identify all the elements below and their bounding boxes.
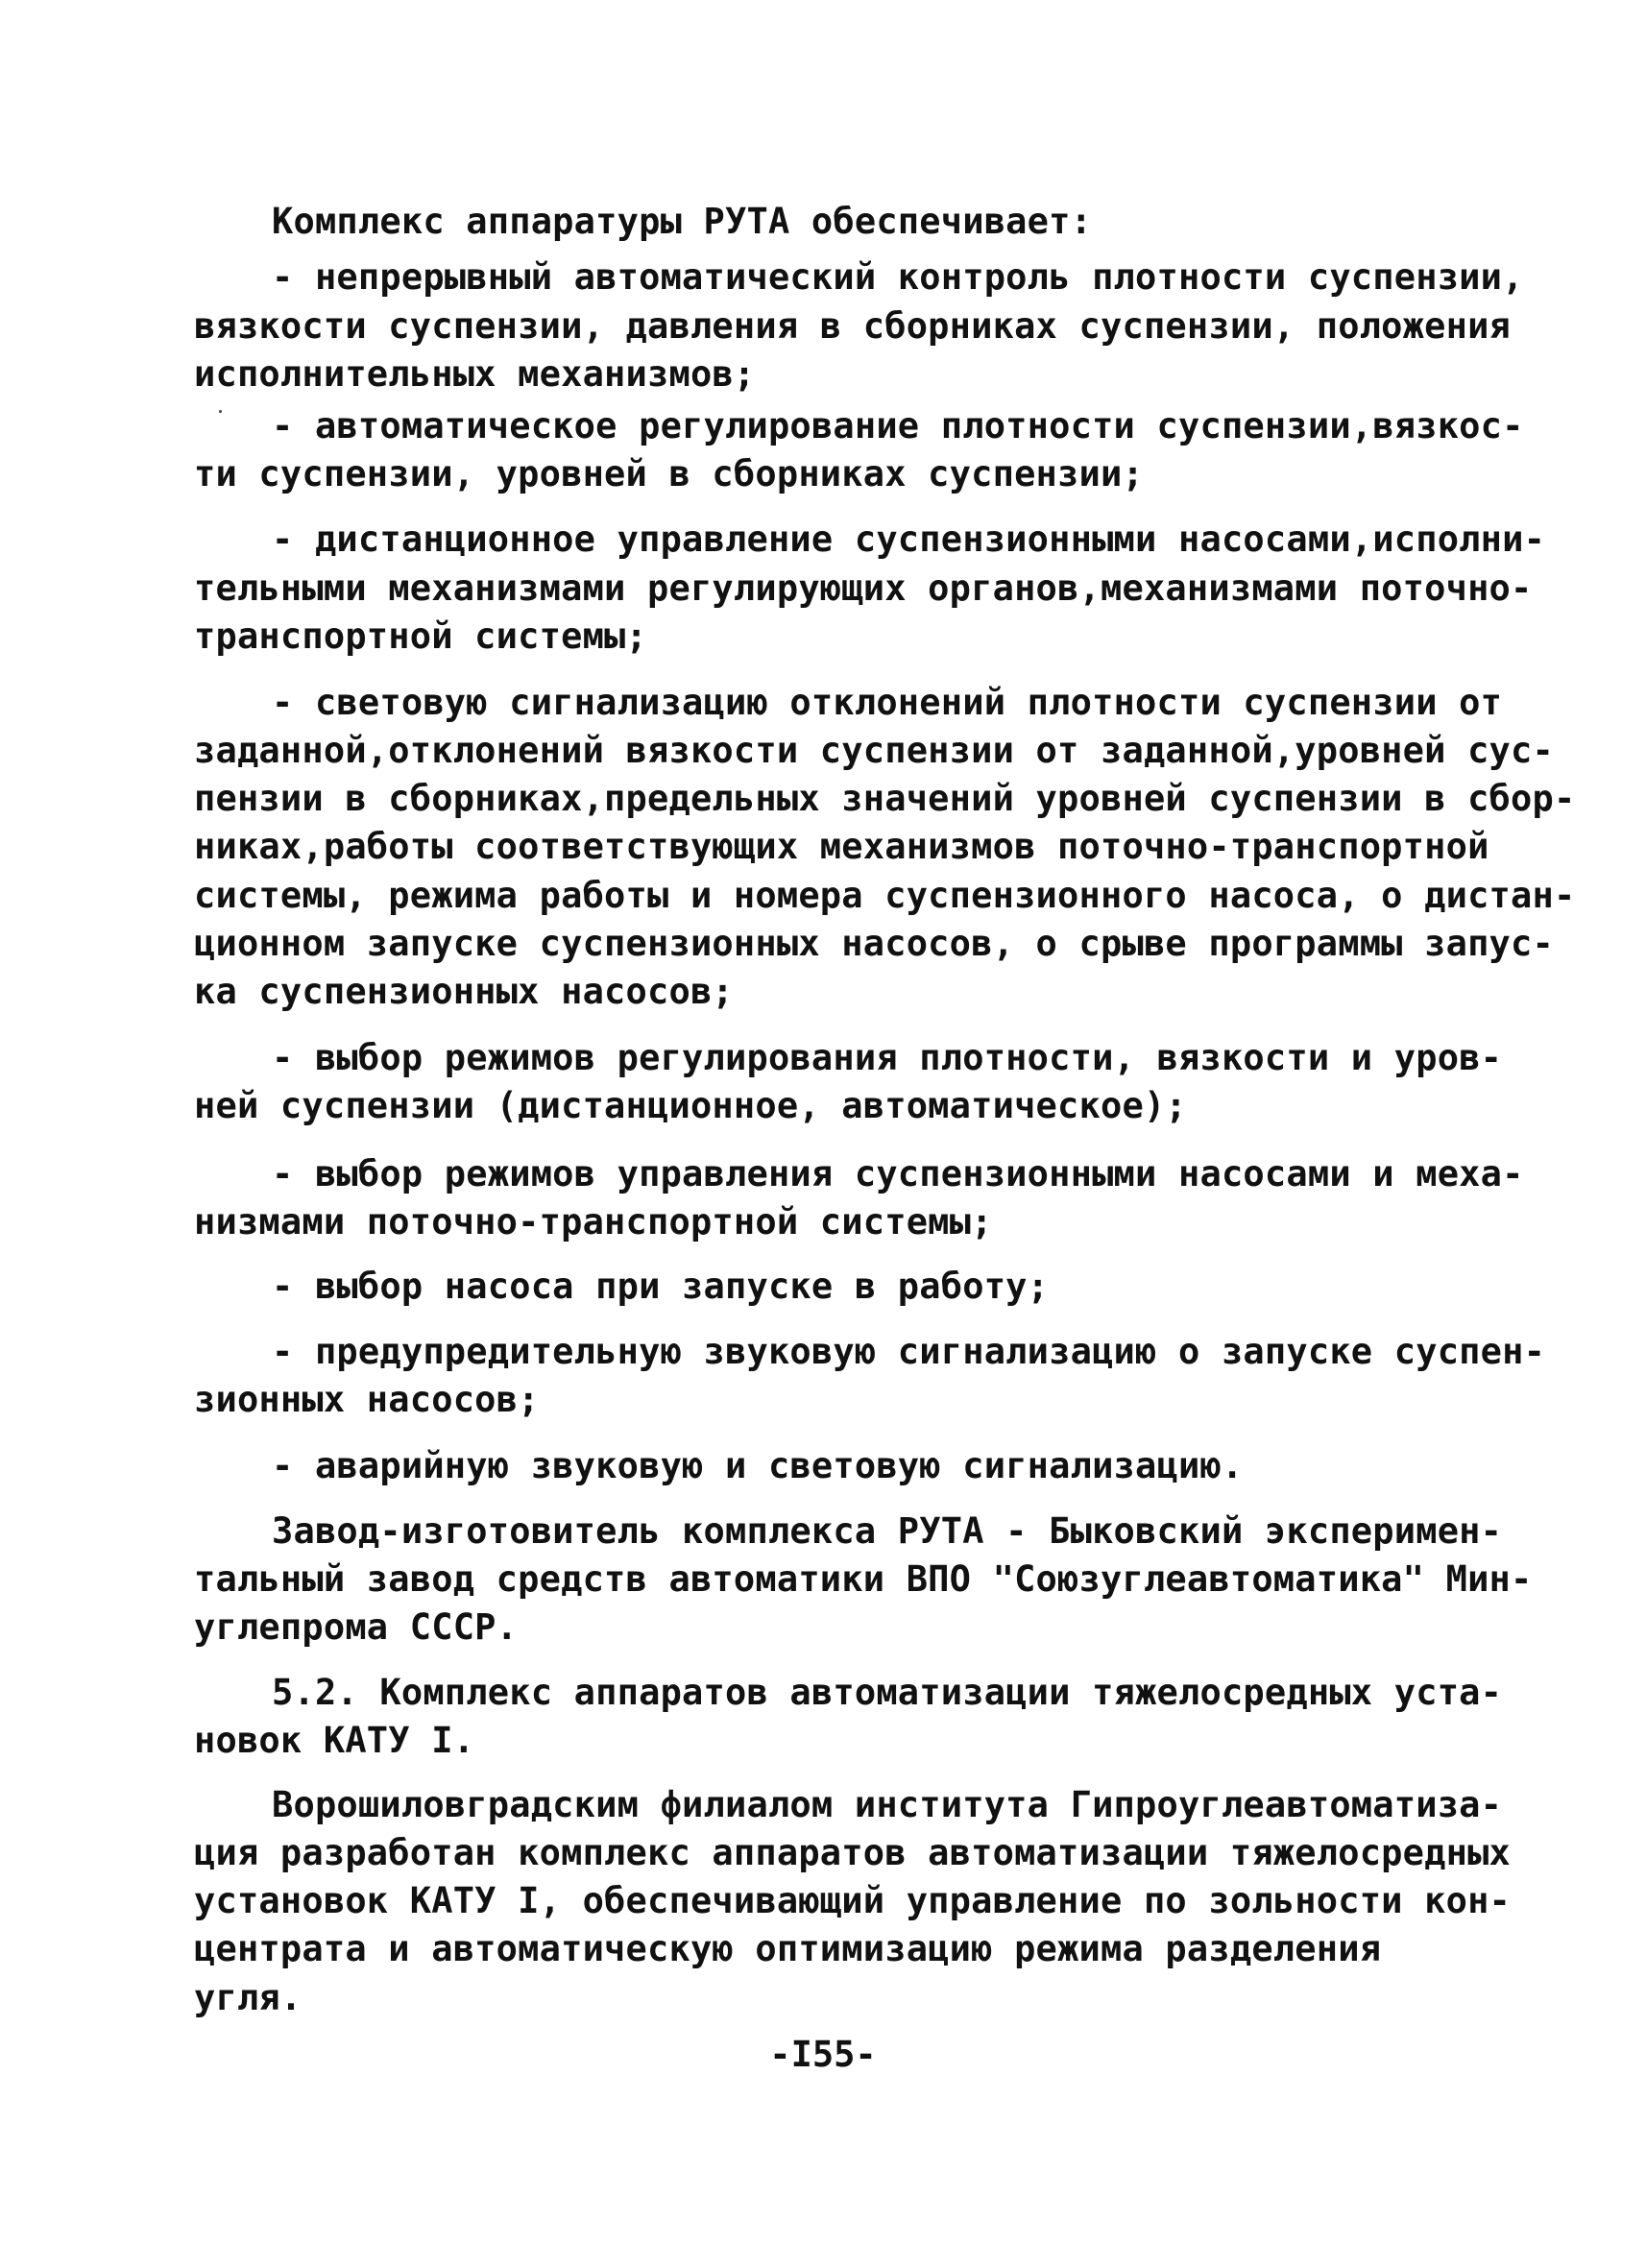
speck-mark [219,410,222,413]
page-number: -I55- [769,2034,877,2075]
text-line: - автоматическое регулирование плотности суспензии,вязкос- [272,405,1524,446]
text-line: никах,работы соответствующих механизмов поточно-транспортной [194,826,1489,867]
text-line: пензии в сборниках,предельных значений уровней суспензии в сбор- [194,778,1576,819]
text-line: установок КАТУ I, обеспечивающий управление по зольности кон- [194,1880,1512,1921]
text-line: низмами поточно-транспортной системы; [194,1201,993,1243]
section-heading-line: новок КАТУ I. [194,1720,475,1761]
text-line: ней суспензии (дистанционное, автоматическое); [194,1085,1187,1126]
text-line: ти суспензии, уровней в сборниках суспензии; [194,453,1144,495]
text-line: угля. [194,1977,303,2018]
text-line: - дистанционное управление суспензионными насосами,исполни- [272,519,1546,560]
text-line: вязкости суспензии, давления в сборниках суспензии, положения [194,305,1512,347]
text-line: транспортной системы; [194,615,647,657]
text-line: тальный завод средств автоматики ВПО "Союзуглеавтоматика" Мин- [194,1558,1533,1600]
text-line: центрата и автоматическую оптимизацию режима разделения [194,1928,1382,1969]
text-line: Завод-изготовитель комплекса РУТА - Быковский эксперимен- [272,1510,1503,1552]
text-line: ционном запуске суспензионных насосов, о срыве программы запус- [194,923,1554,964]
text-line: заданной,отклонений вязкости суспензии от заданной,уровней сус- [194,730,1554,771]
section-heading-line: 5.2. Комплекс аппаратов автоматизации тяжелосредных уста- [272,1672,1503,1713]
text-line: Ворошиловградским филиалом института Гипроуглеавтоматиза- [272,1784,1503,1825]
text-line: Комплекс аппаратуры РУТА обеспечивает: [272,201,1093,242]
text-line: - выбор насоса при запуске в работу; [272,1266,1050,1307]
text-line: углепрома СССР. [194,1606,519,1648]
text-line: - предупредительную звуковую сигнализацию о запуске суспен- [272,1331,1546,1372]
text-line: - выбор режимов управления суспензионными насосами и меха- [272,1153,1524,1194]
text-line: зионных насосов; [194,1379,540,1420]
text-line: - непрерывный автоматический контроль плотности суспензии, [272,256,1524,298]
text-line: системы, режима работы и номера суспензионного насоса, о дистан- [194,875,1576,916]
text-line: - аварийную звуковую и световую сигнализацию. [272,1445,1244,1486]
text-line: ка суспензионных насосов; [194,971,734,1012]
text-line: - световую сигнализацию отклонений плотности суспензии от [272,682,1503,723]
text-line: - выбор режимов регулирования плотности, вязкости и уров- [272,1037,1503,1078]
text-line: исполнительных механизмов; [194,353,756,395]
text-line: ция разработан комплекс аппаратов автоматизации тяжелосредных [194,1832,1512,1873]
text-line: тельными механизмами регулирующих органов,механизмами поточно- [194,567,1533,609]
